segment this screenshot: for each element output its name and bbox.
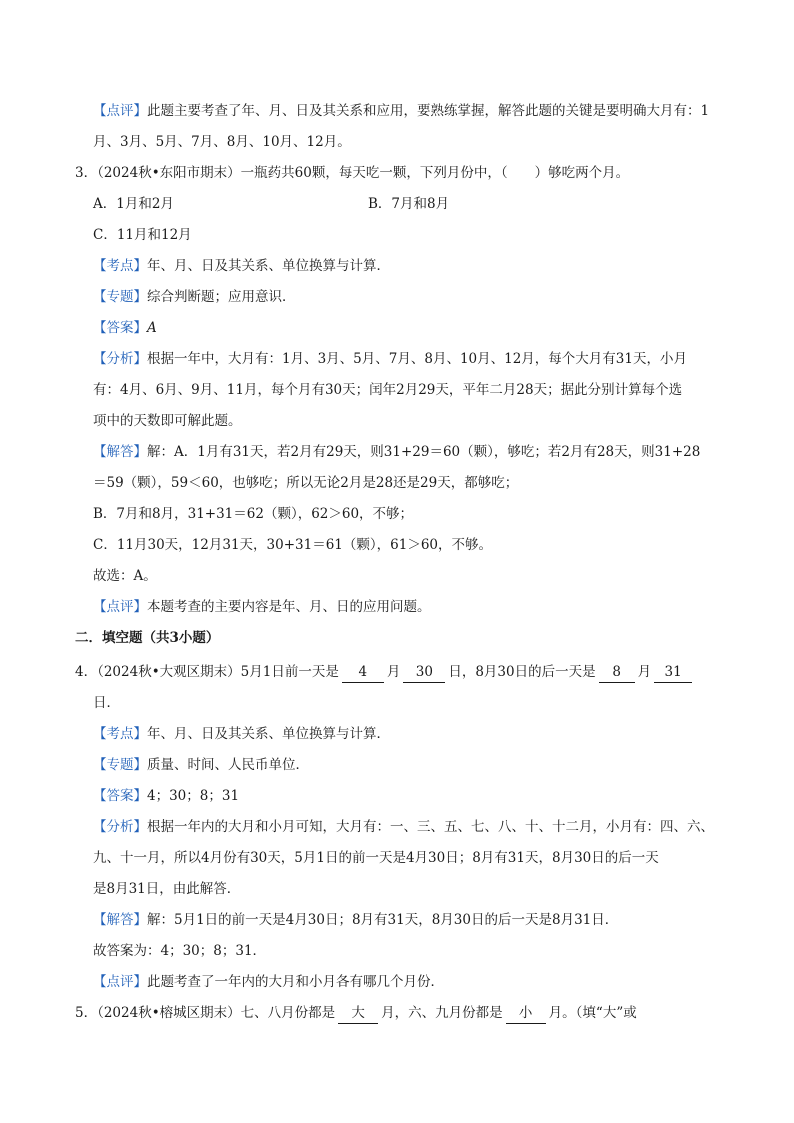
question-number: 4． (75, 664, 98, 680)
analysis-text: 根据一年内的大月和小月可知，大月有：一、三、五、七、八、十、十二月，小月有：四、六、 (147, 819, 714, 835)
kaodian-tag: 【考点】 (93, 258, 147, 274)
stem-part: 月 (386, 664, 401, 680)
question-stem: （2024秋•东阳市期末）一瓶药共60颗，每天吃一颗，下列月份中，（ ）够吃两个月。 (97, 165, 630, 181)
q3-solution-line2: ＝59（颗），59＜60，也够吃；所以无论2月是28还是29天，都够吃； (93, 475, 519, 491)
zhuanti-tag: 【专题】 (93, 757, 147, 773)
question-number: 5． (75, 1005, 98, 1021)
q4-stem (75, 662, 758, 683)
kaodian-text: 年、月、日及其关系、单位换算与计算． (147, 258, 390, 274)
q4-solution-line1 (93, 910, 758, 930)
q3-choose: 故选：A。 (93, 568, 157, 584)
q4-analysis-line2: 九、十一月，所以4月份有30天，5月1日的前一天是4月30日；8月有31天，8月30日的后一天 (93, 850, 659, 866)
q4-kaodian (93, 724, 758, 744)
q3-option-c: C．11月和12月 (93, 227, 192, 243)
analysis-tag: 【分析】 (93, 351, 147, 367)
q3-stem (75, 163, 758, 183)
zhuanti-text: 综合判断题；应用意识． (147, 289, 296, 305)
answer-tag: 【答案】 (93, 788, 147, 804)
analysis-text: 根据一年中，大月有：1月、3月、5月、7月、8月、10月、12月，每个大月有31天，小月 (147, 351, 687, 367)
section-title: 二．填空题（共3小题） (75, 630, 220, 646)
answer-blank: 大 (338, 1003, 378, 1024)
q3-zhuanti (93, 287, 758, 307)
q3-analysis-line3: 项中的天数即可解此题。 (93, 413, 242, 429)
comment-text: 本题考查的主要内容是年、月、日的应用问题。 (147, 599, 431, 615)
comment-tag: 【点评】 (93, 103, 147, 119)
q3-solution-line3: B．7月和8月，31+31＝62（颗），62＞60，不够； (93, 506, 414, 522)
q4-stem-end: 日． (93, 695, 120, 711)
answer-blank: 小 (506, 1003, 546, 1024)
answer-blank: 30 (403, 662, 445, 683)
q4-analysis-line3: 是8月31日，由此解答． (93, 881, 241, 897)
q2-comment-line1 (93, 101, 758, 121)
q4-zhuanti (93, 755, 758, 775)
answer-blank: 4 (342, 662, 384, 683)
answer-tag: 【答案】 (93, 320, 147, 336)
solution-text: 解：A．1月有31天，若2月有29天，则31+29＝60（颗），够吃；若2月有28天，则31+28 (147, 444, 701, 460)
q4-comment (93, 972, 758, 992)
comment-tag: 【点评】 (93, 974, 147, 990)
stem-part: 月 (637, 664, 652, 680)
q4-solution-line2: 故答案为：4；30；8；31． (93, 943, 267, 959)
kaodian-text: 年、月、日及其关系、单位换算与计算． (147, 726, 390, 742)
question-number: 3． (75, 165, 98, 181)
analysis-tag: 【分析】 (93, 819, 147, 835)
q3-kaodian (93, 256, 758, 276)
stem-part: 月，六、九月份都是 (381, 1005, 503, 1021)
answer-blank: 8 (599, 662, 635, 683)
q3-option-b: B．7月和8月 (368, 196, 450, 212)
q3-solution-line4: C．11月30天，12月31天，30+31＝61（颗），61＞60，不够。 (93, 537, 492, 553)
comment-text: 此题考查了一年内的大月和小月各有哪几个月份． (147, 974, 444, 990)
solution-tag: 【解答】 (93, 444, 147, 460)
q3-option-a: A．1月和2月 (93, 196, 174, 212)
comment-tag: 【点评】 (93, 599, 147, 615)
q3-analysis-line2: 有：4月、6月、9月、11月，每个月有30天；闰年2月29天，平年二月28天；据此分别计算每个选 (93, 382, 683, 398)
q3-answer (93, 318, 758, 338)
answer-text: 4；30；8；31 (147, 788, 240, 804)
q5-stem (75, 1003, 758, 1024)
solution-tag: 【解答】 (93, 912, 147, 928)
q4-analysis-line1 (93, 817, 758, 837)
kaodian-tag: 【考点】 (93, 726, 147, 742)
q4-answer (93, 786, 758, 806)
stem-part: （2024秋•大观区期末）5月1日前一天是 (97, 664, 339, 680)
stem-part: 月。（填“大”或 (548, 1005, 637, 1021)
comment-text: 此题主要考查了年、月、日及其关系和应用，要熟练掌握，解答此题的关键是要明确大月有：1 (147, 103, 710, 119)
solution-text: 解：5月1日的前一天是4月30日；8月有31天，8月30日的后一天是8月31日． (147, 912, 619, 928)
zhuanti-text: 质量、时间、人民币单位． (147, 757, 309, 773)
q3-analysis-line1 (93, 349, 758, 369)
answer-text: A (147, 320, 157, 336)
stem-part: （2024秋•榕城区期末）七、八月份都是 (97, 1005, 336, 1021)
q3-comment (93, 597, 758, 617)
zhuanti-tag: 【专题】 (93, 289, 147, 305)
q2-comment-line2: 月、3月、5月、7月、8月、10月、12月。 (93, 134, 351, 150)
stem-part: 日，8月30日的后一天是 (448, 664, 596, 680)
q3-solution-line1 (93, 442, 758, 462)
answer-blank: 31 (654, 662, 692, 683)
